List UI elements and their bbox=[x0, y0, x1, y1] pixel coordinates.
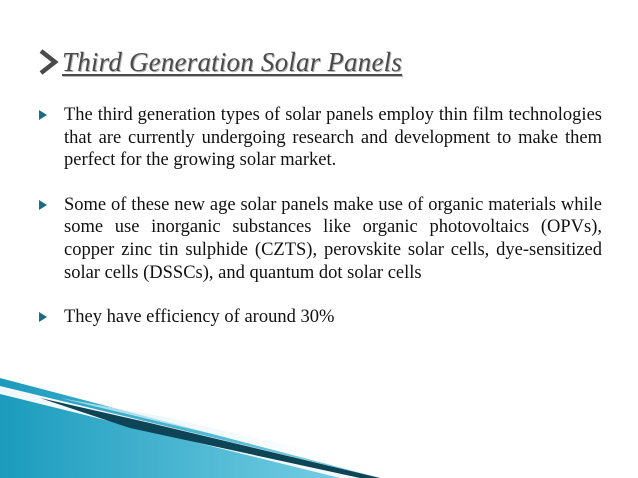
bullet-item bbox=[38, 104, 602, 172]
bullet-text: Some of these new age solar panels make use of organic materials while some use inorganic substances like organic photovoltaics (OPVs), copper zinc tin sulphide (CZTS), perovskite solar cells, dye-sensitized solar cells (DSSCs), and quantum dot solar cells bbox=[64, 194, 602, 283]
triangle-bullet-icon bbox=[39, 312, 47, 322]
bullet-list bbox=[38, 104, 602, 329]
arrow-bullet-icon bbox=[38, 45, 60, 79]
corner-swoosh-decoration bbox=[0, 368, 638, 478]
slide-title-row bbox=[38, 40, 402, 84]
triangle-bullet-icon bbox=[39, 200, 47, 210]
bullet-item bbox=[38, 194, 602, 284]
bullet-text: They have efficiency of around 30% bbox=[64, 307, 335, 328]
bullet-item bbox=[38, 306, 602, 329]
bullet-text: The third generation types of solar panels employ thin film technologies that are currently undergoing research and development to make them perfect for the growing solar market. bbox=[64, 105, 602, 171]
triangle-bullet-icon bbox=[39, 110, 47, 120]
slide-title: Third Generation Solar Panels bbox=[62, 46, 403, 77]
